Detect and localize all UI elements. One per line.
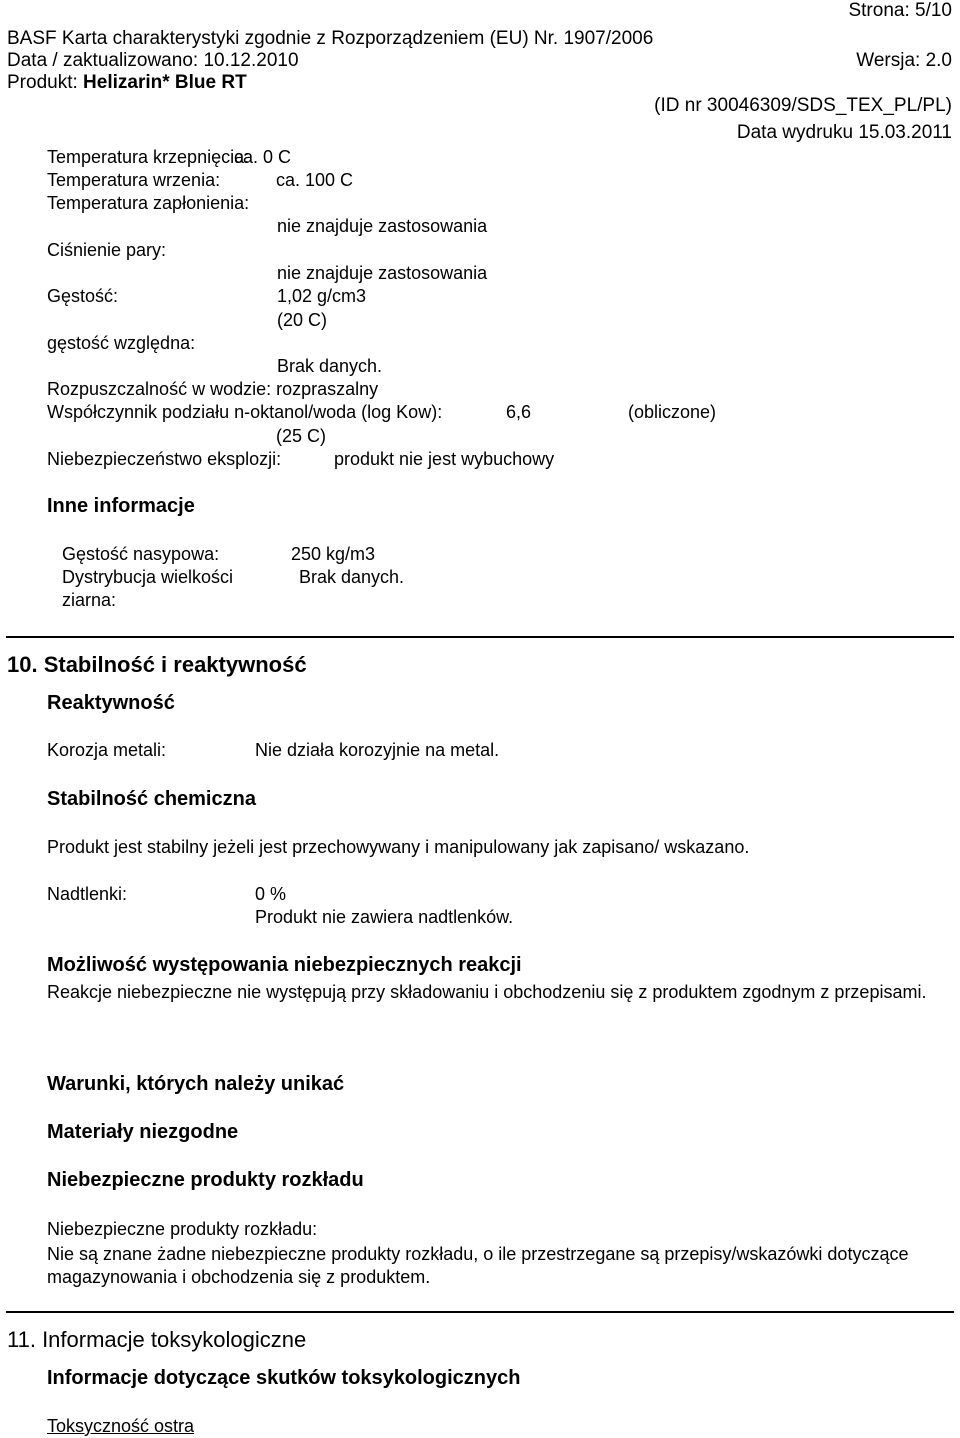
reactivity-heading: Reaktywność <box>47 692 175 714</box>
decomposition-products-text: Nie są znane żadne niebezpieczne produkty rozkładu, o ile przestrzegane są przepisy/wskazówki dotyczące magazynowania i obchodzenia się z produktem. <box>47 1244 909 1287</box>
bulk-density-label: Gęstość nasypowa: <box>62 544 220 564</box>
product-name: Helizarin* Blue RT <box>83 72 247 93</box>
peroxides-note: Produkt nie zawiera nadtlenków. <box>255 907 514 927</box>
decomposition-products-heading: Niebezpieczne produkty rozkładu <box>47 1169 364 1191</box>
hazardous-reactions-heading: Możliwość występowania niebezpiecznych reakcji <box>47 954 522 976</box>
section-divider <box>6 1311 954 1313</box>
water-solubility: Rozpuszczalność w wodzie: rozpraszalny <box>47 379 379 399</box>
grain-distribution-label: Dystrybucja wielkości <box>62 567 234 587</box>
explosion-hazard-value: produkt nie jest wybuchowy <box>334 449 555 469</box>
bulk-density-value: 250 kg/m3 <box>291 544 376 564</box>
metal-corrosion-label: Korozja metali: <box>47 740 167 760</box>
conditions-to-avoid-heading: Warunki, których należy unikać <box>47 1073 345 1095</box>
product-line <box>7 73 247 92</box>
hazardous-reactions-text: Reakcje niebezpieczne nie występują przy składowaniu i obchodzeniu się z produktem zgodnym z przepisami. <box>47 982 927 1002</box>
toxicological-effects-heading: Informacje dotyczące skutków toksykologicznych <box>47 1367 521 1389</box>
freezing-value: ca. 0 C <box>234 147 292 167</box>
version: Wersja: 2.0 <box>856 50 952 71</box>
density-label: Gęstość: <box>47 286 119 306</box>
document-id: (ID nr 30046309/SDS_TEX_PL/PL) <box>654 95 952 116</box>
explosion-hazard-label: Niebezpieczeństwo eksplozji: <box>47 449 282 469</box>
boiling-value: ca. 100 C <box>276 170 354 190</box>
peroxides-value: 0 % <box>255 884 287 904</box>
partition-coefficient-temperature: (25 C) <box>276 426 327 446</box>
section-divider <box>6 636 954 638</box>
grain-distribution-value: Brak danych. <box>299 567 405 587</box>
chemical-stability-text: Produkt jest stabilny jeżeli jest przechowywany i manipulowany jak zapisano/ wskazano. <box>47 837 750 857</box>
grain-distribution-label-cont: ziarna: <box>62 590 117 610</box>
acute-toxicity-heading: Toksyczność ostra <box>47 1416 195 1436</box>
freezing-label: Temperatura krzepnięcia: <box>47 147 250 167</box>
vapor-pressure-value: nie znajduje zastosowania <box>277 263 488 283</box>
relative-density-value: Brak danych. <box>277 356 383 376</box>
other-info-heading: Inne informacje <box>47 495 195 517</box>
chemical-stability-heading: Stabilność chemiczna <box>47 788 256 810</box>
page-number: Strona: 5/10 <box>848 0 952 21</box>
incompatible-materials-heading: Materiały niezgodne <box>47 1121 239 1143</box>
density-value: 1,02 g/cm3 <box>277 286 367 306</box>
decomposition-products-label: Niebezpieczne produkty rozkładu: <box>47 1219 318 1239</box>
flash-point-label: Temperatura zapłonienia: <box>47 193 250 213</box>
partition-coefficient-value: 6,6 <box>506 402 532 422</box>
boiling-label: Temperatura wrzenia: <box>47 170 221 190</box>
section-11-heading: 11. Informacje toksykologiczne <box>7 1327 307 1352</box>
peroxides-label: Nadtlenki: <box>47 884 128 904</box>
flash-point-value: nie znajduje zastosowania <box>277 216 488 236</box>
metal-corrosion-value: Nie działa korozyjnie na metal. <box>255 740 500 760</box>
relative-density-label: gęstość względna: <box>47 333 196 353</box>
print-date: Data wydruku 15.03.2011 <box>736 122 952 143</box>
partition-coefficient-note: (obliczone) <box>628 402 717 422</box>
revision-date: Data / zaktualizowano: 10.12.2010 <box>7 50 299 71</box>
document-title: BASF Karta charakterystyki zgodnie z Rozporządzeniem (EU) Nr. 1907/2006 <box>7 28 654 49</box>
section-10-heading: 10. Stabilność i reaktywność <box>7 652 307 677</box>
product-label: Produkt: <box>7 72 84 93</box>
density-temperature: (20 C) <box>277 310 328 330</box>
partition-coefficient-label: Współczynnik podziału n-oktanol/woda (log Kow): <box>47 402 443 422</box>
vapor-pressure-label: Ciśnienie pary: <box>47 240 167 260</box>
